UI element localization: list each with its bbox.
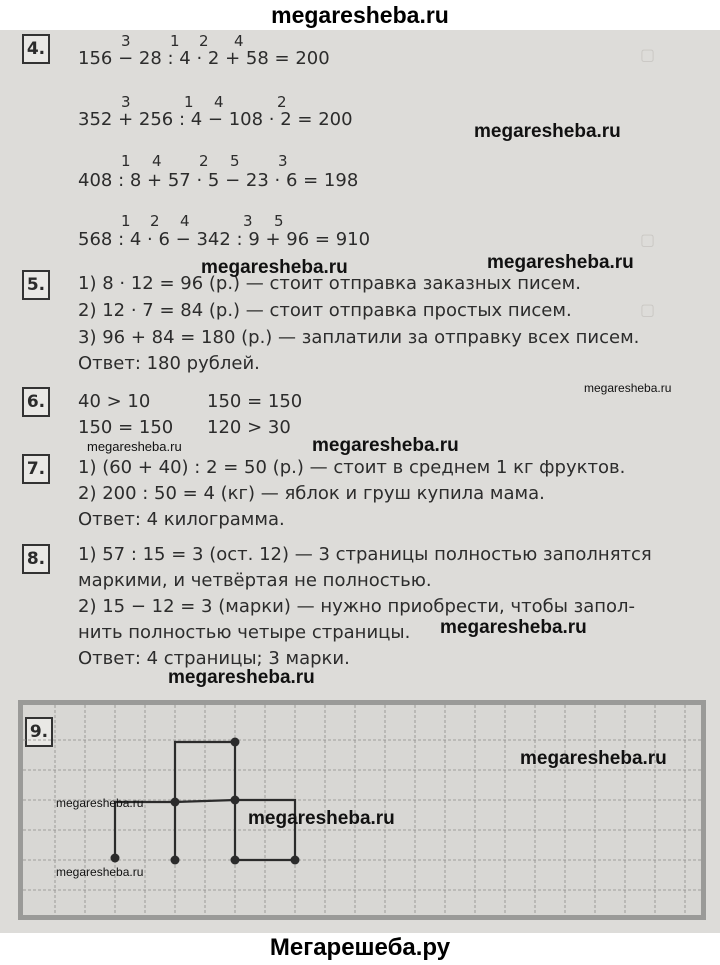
task-number-9: 9.	[25, 717, 53, 747]
task-number-5: 5.	[22, 270, 50, 300]
order-mark: 2	[277, 93, 287, 111]
expression-line: 408 : 8 + 57 · 5 − 23 · 6 = 198	[78, 170, 359, 191]
watermark: megaresheba.ru	[440, 617, 587, 638]
order-mark: 2	[150, 212, 160, 230]
solution-line: маркими, и четвёртая не полностью.	[78, 570, 432, 591]
order-mark: 3	[121, 93, 131, 111]
solution-line: 3) 96 + 84 = 180 (р.) — заплатили за отправку всех писем.	[78, 327, 640, 348]
task-number-4: 4.	[22, 34, 50, 64]
answer-line: Ответ: 180 рублей.	[78, 353, 260, 374]
order-mark: 4	[152, 152, 162, 170]
grid-point	[231, 738, 240, 747]
task-number-6: 6.	[22, 387, 50, 417]
solution-line: нить полностью четыре страницы.	[78, 622, 411, 643]
comparison-cell: 120 > 30	[207, 417, 291, 438]
solution-line: 1) 8 · 12 = 96 (р.) — стоит отправка заказных писем.	[78, 273, 581, 294]
order-mark: 4	[234, 32, 244, 50]
watermark: megaresheba.ru	[487, 252, 634, 273]
comparison-cell: 150 = 150	[78, 417, 174, 438]
order-mark: 2	[199, 32, 209, 50]
watermark: megaresheba.ru	[201, 257, 348, 278]
order-mark: 4	[214, 93, 224, 111]
order-mark: 1	[121, 212, 131, 230]
expression-line: 156 − 28 : 4 · 2 + 58 = 200	[78, 48, 330, 69]
ghost-box: ▢	[640, 45, 656, 64]
watermark: megaresheba.ru	[87, 439, 182, 454]
watermark: megaresheba.ru	[520, 748, 667, 769]
order-mark: 3	[278, 152, 288, 170]
solution-line: 1) 57 : 15 = 3 (ост. 12) — 3 страницы полностью заполнятся	[78, 544, 652, 565]
order-mark: 5	[274, 212, 284, 230]
grid-point	[231, 856, 240, 865]
site-footer[interactable]: Мегарешеба.ру	[269, 934, 451, 961]
expression-line: 568 : 4 · 6 − 342 : 9 + 96 = 910	[78, 229, 371, 250]
solution-line: 2) 200 : 50 = 4 (кг) — яблок и груш купила мама.	[78, 483, 545, 504]
answer-line: Ответ: 4 страницы; 3 марки.	[78, 648, 350, 669]
comparison-cell: 150 = 150	[207, 391, 303, 412]
order-mark: 2	[199, 152, 209, 170]
expression-line: 352 + 256 : 4 − 108 · 2 = 200	[78, 109, 353, 130]
site-header[interactable]: megaresheba.ru	[271, 2, 449, 28]
order-mark: 1	[184, 93, 194, 111]
order-mark: 3	[121, 32, 131, 50]
ghost-box: ▢	[640, 300, 656, 319]
solution-line: 1) (60 + 40) : 2 = 50 (р.) — стоит в среднем 1 кг фруктов.	[78, 457, 626, 478]
ghost-box: ▢	[640, 230, 656, 249]
task-number-8: 8.	[22, 544, 50, 574]
watermark: megaresheba.ru	[56, 796, 144, 810]
watermark: megaresheba.ru	[312, 435, 459, 456]
watermark: megaresheba.ru	[168, 667, 315, 688]
answer-line: Ответ: 4 килограмма.	[78, 509, 285, 530]
task-number-7: 7.	[22, 454, 50, 484]
order-mark: 3	[243, 212, 253, 230]
watermark: megaresheba.ru	[56, 865, 144, 879]
grid-point	[111, 854, 120, 863]
order-mark: 4	[180, 212, 190, 230]
solution-line: 2) 15 − 12 = 3 (марки) — нужно приобрести, чтобы запол-	[78, 596, 636, 617]
grid-point	[171, 856, 180, 865]
order-mark: 1	[170, 32, 180, 50]
order-mark: 1	[121, 152, 131, 170]
order-mark: 5	[230, 152, 240, 170]
comparison-cell: 40 > 10	[78, 391, 151, 412]
watermark: megaresheba.ru	[248, 808, 395, 829]
solution-line: 2) 12 · 7 = 84 (р.) — стоит отправка простых писем.	[78, 300, 572, 321]
watermark: megaresheba.ru	[474, 121, 621, 142]
grid-point	[231, 796, 240, 805]
grid-point	[291, 856, 300, 865]
textbook-page	[0, 30, 720, 933]
grid-point	[171, 798, 180, 807]
watermark: megaresheba.ru	[584, 381, 672, 395]
